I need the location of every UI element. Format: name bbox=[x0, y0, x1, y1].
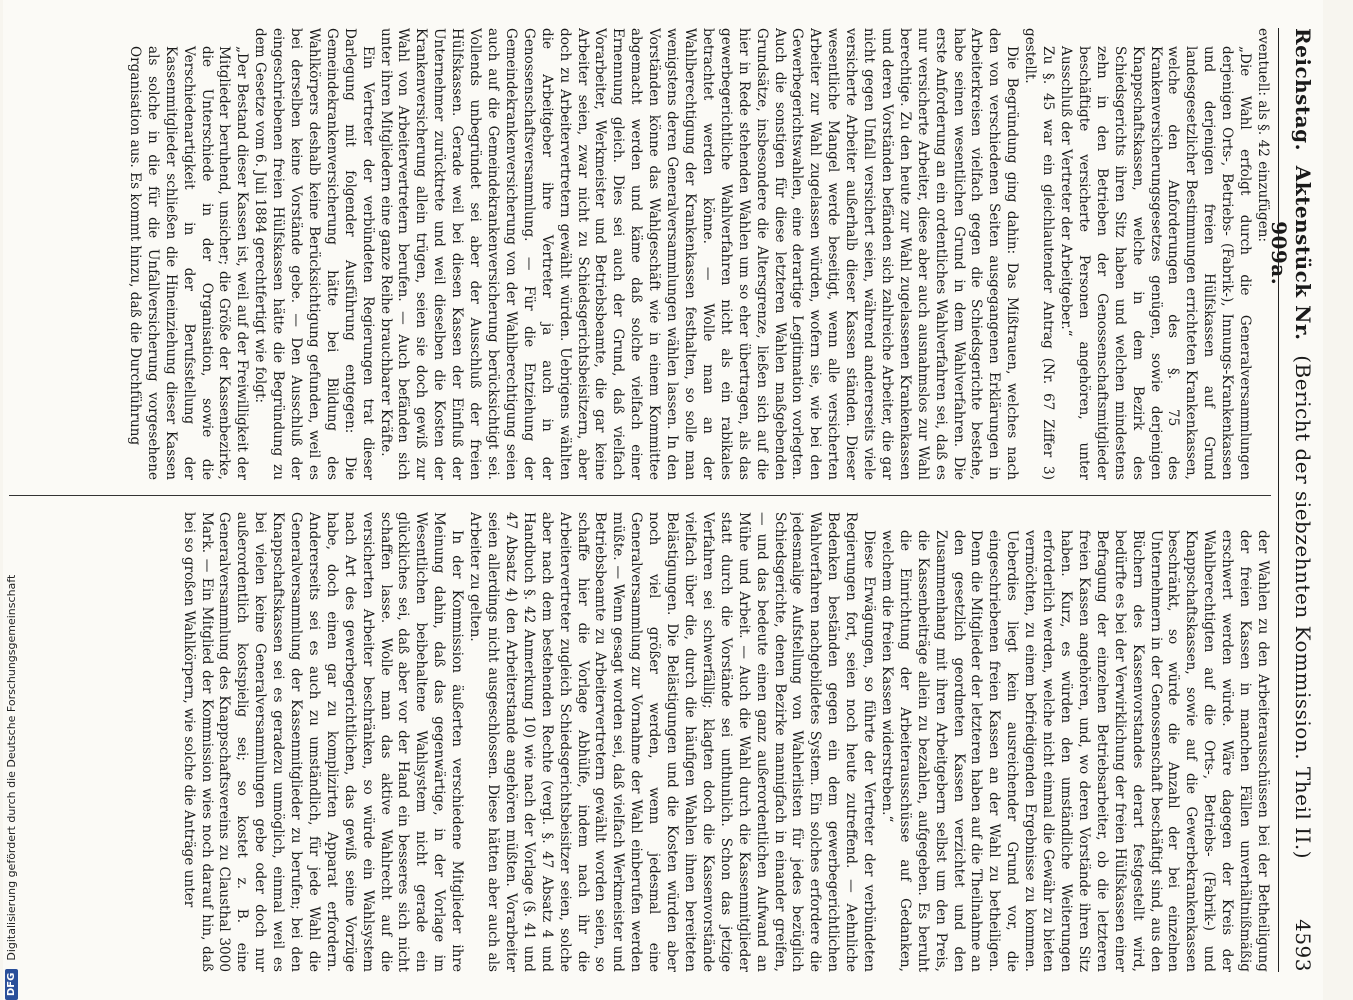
newspaper-page bbox=[3, 0, 1323, 1000]
column-divider bbox=[9, 495, 1271, 496]
header-rule bbox=[1278, 28, 1279, 972]
paragraph: In der Kommission äußerten verschiedene Mitglieder ihre Meinung dahin, daß das gegenwärtige, in der Vorlage im Wesentlichen beibehaltene Wahlsystem nicht gerade ein glückliches sei, daß aber vor der Hand ein besseres sich nicht schaffen lasse. Wolle man das aktive Wahlrecht auf die versicherten Arbeiter beschränken, so würde ein Wahlsystem nach Art des gewerbegerichtlichen, das gewiß seine Vorzüge habe, doch einen gar zu komplizirten Apparat erfordern. Andererseits sei es auch zu umständlich, für jede Wahl die Generalversammlung der Kassenmitglieder zu berufen; bei den Knappschaftskassen sei es geradezu unmöglich, einmal weil es bei vielen keine Generalversammlungen gebe oder doch nur außerordentlich kostspielig sei; so kostet z. B. eine Generalversammlung des Knappschaftsvereins zu Clausthal 3000 Mark. — Ein Mitglied der Kommission wies noch darauf hin, daß bei so großen Wahlkörpern, wie solche die Anträge unter bbox=[180, 512, 466, 972]
paragraph: „Der Bestand dieser Kassen ist, weil auf der Freiwilligkeit der Mitglieder beruhend, unsicher; die Größe der Kassenbezirke, die Unterschiede in der Organisation, sowie die Verschiedenartigkeit in der Berufsstellung der Kassenmitglieder schließen die Hineinziehung dieser Kassen als solche in die für die Unfallversicherung vorgesehene Organisation aus. Es kommt hinzu, daß die Durchführung bbox=[126, 46, 251, 480]
header-description: (Bericht der siebzehnten Kommission. Theil II.) bbox=[1291, 355, 1315, 860]
header-left: Reichstag. bbox=[1291, 28, 1315, 152]
credit-text: Digitalisierung gefördert durch die Deutsche Forschungsgemeinschaft bbox=[4, 574, 18, 961]
paragraph: eventuell: als §. 42 einzufügen: bbox=[1255, 28, 1271, 243]
running-header bbox=[1267, 28, 1315, 972]
digitization-credit bbox=[0, 0, 22, 1000]
paragraph: „Die Wahl erfolgt durch die Generalversammlungen derjenigen Orts-, Betriebs- (Fabrik-), Innungs-Krankenkassen und derjenigen freien Hülfskassen auf Grund landesgesetzlicher Bestimmungen errichteten Krankenkassen, welche den Anforderungen des §. 75 des Krankenversicherungsgesetzes genügen, sowie derjenigen Knappschaftskassen, welche in dem Bezirk des Schiedsgerichts ihren Sitz haben und welchen mindestens zehn in den Betrieben der Genossenschaftsmitglieder beschäftigte versicherte Personen angehören, unter Ausschluß der Vertreter der Arbeitgeber.“ bbox=[1058, 46, 1254, 480]
paragraph: Zu §. 45 war ein gleichlautender Antrag (Nr. 67 Ziffer 3) gestellt. bbox=[1022, 28, 1057, 480]
text-column-right bbox=[9, 512, 1271, 972]
dfg-logo: DFG bbox=[5, 969, 18, 1000]
text-column-left bbox=[9, 28, 1271, 480]
paragraph: Diese Erwägungen, so führte der Vertreter der verbündeten Regierungen fort, seien noch heute zutreffend. — Aehnliche Bedenken beständen gegen ein dem gewerbegerichtlichen Wahlverfahren nachgebildetes System. Ein solches erfordere die jedesmalige Aufstellung von Wahlerlisten für jedes bezüglich Schiedsgerichte, denen Bezirke mannigfach in einander greifen, — und das bedeute einen ganz außerordentlichen Aufwand an Mühe und Arbeit. — Auch die Wahl durch die Kassenmitglieder statt durch die Vorstände sei unthunlich. Schon das jetzige Verfahren sei schwerfällig; klagten doch die Kassenvorstände vielfach über die, durch die häufigen Wahlen ihnen bereiteten Belästigungen. Die Belästigungen und die Kosten würden aber noch viel größer werden, wenn jedesmal eine Generalversammlung zur Vornahme der Wahl einberufen werden müßte. — Wenn gesagt worden sei, daß vielfach Werkmeister und Betriebsbeamte zu Arbeitervertretern gewählt worden seien, so schaffe hier die Vorlage Abhülfe, indem nach ihr die Arbeitervertreter zugleich Schiedsgerichtsbeisitzer seien, solche aber nach dem bestehenden Rechte (vergl. §. 47 Absatz 4 und Handbuch §. 42 Anmerkung 10) wie nach der Vorlage (§. 41 und 47 Absatz 4) den Arbeiterstande angehören müßten. Vorarbeiter seien allerdings nicht ausgeschlossen. Diese hätten aber auch als Arbeiter zu gelten. bbox=[467, 512, 878, 972]
page-number: 4593 bbox=[1291, 919, 1315, 972]
paragraph: Ein Vertreter der verbündeten Regierungen trat dieser Darlegung mit folgender Ausführung entgegen: Die Gemeindekrankenversicherung hätte bei Bildung des Wahlkörpers deshalb keine Berücksichtigung gefunden, weil es bei derselben keine Vorstände gebe. — Den Ausschluß der eingeschriebenen freien Hülfskassen hätte die Begründung zu dem Gesetze vom 6. Juli 1884 gerechtfertigt wie folgt: bbox=[252, 28, 376, 480]
paragraph: der Wahlen zu den Arbeiterausschüssen bei der Betheiligung der freien Kassen in manchen Fällen unverhältnißmäßig erschwert werden würde. Wäre dagegen der Kreis der Wahlberechtigten auf die Orts-, Betriebs- (Fabrik-) und Knappschaftskassen, sowie auf die Gewerbekrankenkassen beschränkt, so würde die Anzahl der bei einzelnen Unternehmern in der Genossenschaft beschäftigt sind, aus den Büchern des Kassenvorstandes derart festgestellt wird, bedürfte es bei der Verwirklichung der freien Hülfskassen einer Befragung der einzelnen Betriebsarbeiter, ob die letzteren freien Kassen angehören, und, wo deren Vorstände ihren Sitz haben. Kurz, es würden den umständliche Weiterungen erforderlich werden, welche nicht einmal die Gewähr zu bieten vermöchten, zu einem befriedigenden Ergebnisse zu kommen. Ueberdies liegt kein ausreichender Grund vor, die eingeschriebenen freien Kassen an der Wahl zu betheiligen. Denn die Mitglieder der letzteren haben auf die Theilnahme an den gesetzlich geordneten Kassen verzichtet und den Zusammenhang mit ihren Arbeitgebern selbst um den Preis, die Kassenbeiträge allein zu bezahlen, aufgegeben. Es beruht die Einrichtung der Arbeiterausschüsse auf Gedanken, welchem die freien Kassen widerstreben.“ bbox=[878, 530, 1271, 972]
header-center: Aktenstück Nr. 909a. bbox=[1267, 165, 1315, 341]
paragraph: Die Begründung ging dahin: Das Mißtrauen, welches nach den von verschiedenen Seiten ausgegangenen Erklärungen in Arbeiterkreisen vielfach gegen die Schiedsgerichte bestehe, habe seinen wesentlichen Grund in dem Wahlverfahren. Die erste Anforderung an ein ordentliches Wahlverfahren sei, daß es nur versicherte Arbeiter, diese aber auch ausnahmslos zur Wahl berechtige. Zu den heute zur Wahl zugelassenen Krankenkassen und deren Vorständen befänden sich zahlreiche Arbeiter, die gar nicht gegen Unfall versichert seien, während andererseits viele versicherte Arbeiter außerhalb dieser Kassen ständen. Dieser wesentliche Mangel werde beseitigt, wenn alle versicherten Arbeiter zur Wahl zugelassen würden, wofern sie, wie bei den Gewerbegerichtswahlen, eine derartige Legitimation vorlegten. Auch die sonstigen für diese letzteren Wahlen maßgebenden Grundsätze, insbesondere die Altersgrenze, ließen sich auf die hier in Rede stehenden Wahlen um so eher übertragen, als das gewerbegerichtliche Wahlverfahren nicht als ein rabikales betrachtet werden könne. — Wolle man an der Wahlberechtigung der Krankenkassen festhalten, so solle man wenigstens deren Generalversammlungen wählen lassen. In den Vorständen könne das Wahlgeschäft wie in einem Kommittee abgemacht werden und käme daß solche vielfach einer Ernennung gleich. Dies sei auch der Grund, daß vielfach Vorarbeiter, Werkmeister und Betriebsbeamte, die gar keine Arbeiter seien, zwar nicht zu Schiedsgerichtsbeisitzern, aber doch zu Arbeitervertretern gewählt würden. Uebrigens wählten die Arbeitgeber ihre Vertreter ja auch in der Genossenschaftsversammlung. — Für die Entziehung der Gemeindekrankenversicherung von der Wahlberechtigung seien auch auf die Gemeindekrankenversicherung berücksichtigt sei. Vollends unbegründet sei aber der Ausschluß der freien Hülfskassen. Gerade weil bei diesen Kassen der Einfluß der Unternehmer zurücktrete und weil dieselben die Kosten der Krankenversicherung allein trügen, seien sie doch gewiß zur Wahl von Arbeitervertretern berufen. — Auch befänden sich unter ihren Mitgliedern eine ganze Reihe brauchbarer Kräfte. bbox=[377, 28, 1021, 480]
